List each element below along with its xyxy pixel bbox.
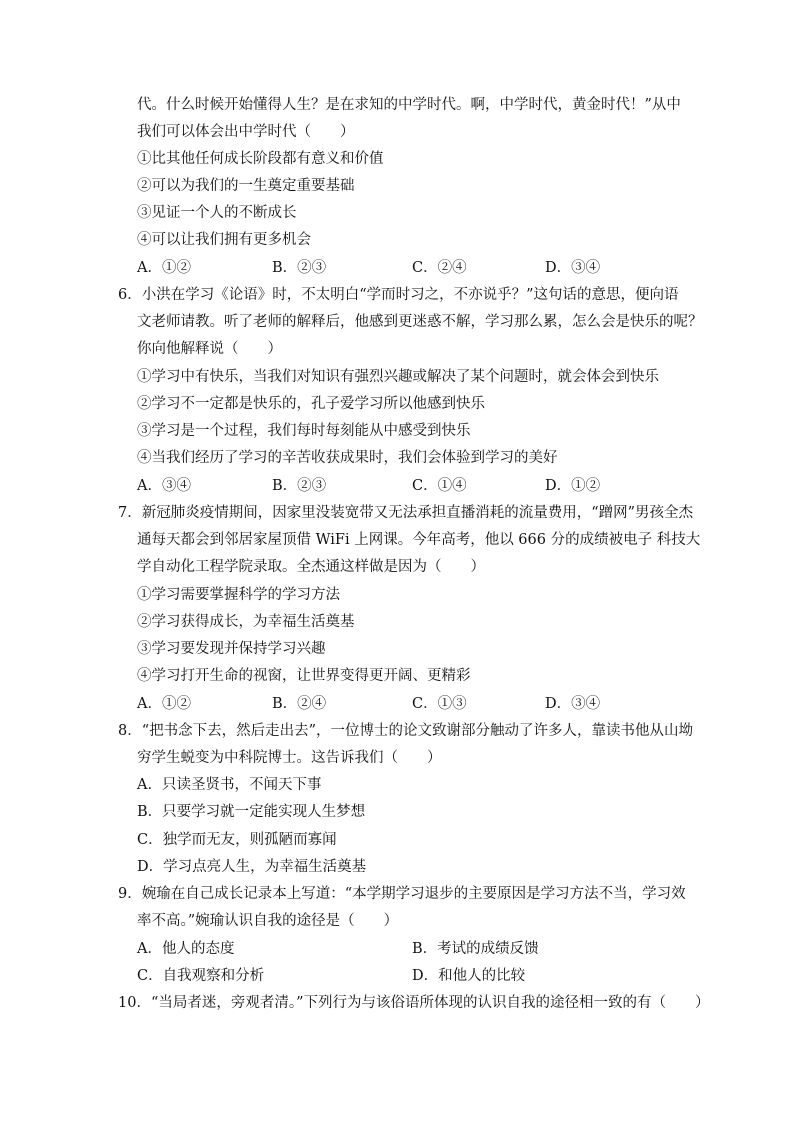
q6-stem-line-1: 6．小洪在学习《论语》时，不太明白“学而时习之，不亦说乎？”这句话的意思，便向语 [118,287,679,303]
q7-stem-line-3: 学自动化工程学院录取。全杰通这样做是因为（ ） [137,559,485,575]
q7-option-a: A．①② [137,696,191,712]
q7-statement-3: ③学习要发现并保持学习兴趣 [137,641,326,657]
q5-stem-line-2: 我们可以体会出中学时代（ ） [137,124,355,140]
q5-option-d: D．③④ [545,260,601,276]
q7-option-b: B．②④ [272,696,327,712]
q7-option-d: D．③④ [545,696,601,712]
q6-statement-4: ④当我们经历了学习的辛苦收获成果时，我们会体验到学习的美好 [137,450,558,466]
q5-statement-4: ④可以让我们拥有更多机会 [137,232,311,248]
q6-stem-line-3: 你向他解释说（ ） [137,341,282,357]
q5-statement-1: ①比其他任何成长阶段都有意义和价值 [137,151,384,167]
q6-option-b: B．②③ [272,478,327,494]
q5-statement-2: ②可以为我们的一生奠定重要基础 [137,178,355,194]
q6-option-c: C．①④ [412,478,467,494]
q6-option-d: D．①② [545,478,601,494]
q9-option-d: D．和他人的比较 [412,968,526,984]
q7-statement-1: ①学习需要掌握科学的学习方法 [137,587,340,603]
q6-statement-3: ③学习是一个过程，我们每时每刻能从中感受到快乐 [137,423,471,439]
q9-option-c: C．自我观察和分析 [137,968,265,984]
q9-stem-line-2: 率不高。”婉瑜认识自我的途径是（ ） [137,913,399,929]
q5-option-a: A．①② [137,260,191,276]
q10-stem-line-1: 10．“当局者迷，旁观者清。”下列行为与该俗语所体现的认识自我的途径相一致的有（ ） [118,995,710,1011]
q5-option-b: B．②③ [272,260,327,276]
q6-statement-1: ①学习中有快乐，当我们对知识有强烈兴趣或解决了某个问题时，就会体会到快乐 [137,369,659,385]
q7-stem-line-1: 7．新冠肺炎疫情期间，因家里没装宽带又无法承担直播消耗的流量费用，“蹭网”男孩全杰 [118,505,694,521]
q7-stem-line-2: 通每天都会到邻居家屋顶借 WiFi 上网课。今年高考，他以 666 分的成绩被电子 科技大 [137,532,701,548]
q8-option-d: D．学习点亮人生，为幸福生活奠基 [137,859,367,875]
q5-stem-line-1: 代。什么时候开始懂得人生？是在求知的中学时代。啊，中学时代，黄金时代！”从中 [137,97,681,113]
q8-stem-line-1: 8．“把书念下去，然后走出去”，一位博士的论文致谢部分触动了许多人，靠读书他从山坳 [118,723,694,739]
q9-option-b: B．考试的成绩反馈 [412,941,539,957]
q8-option-c: C．独学而无友，则孤陋而寡闻 [137,832,337,848]
q9-option-a: A．他人的态度 [137,941,235,957]
q9-stem-line-1: 9．婉瑜在自己成长记录本上写道：“本学期学习退步的主要原因是学习方法不当，学习效 [118,886,686,902]
q5-option-c: C．②④ [412,260,467,276]
q6-option-a: A．③④ [137,478,191,494]
q8-option-b: B．只要学习就一定能实现人生梦想 [137,804,366,820]
q7-option-c: C．①③ [412,696,467,712]
q5-statement-3: ③见证一个人的不断成长 [137,205,297,221]
q7-statement-4: ④学习打开生命的视窗，让世界变得更开阔、更精彩 [137,668,471,684]
q6-stem-line-2: 文老师请教。听了老师的解释后，他感到更迷惑不解，学习那么累，怎么会是快乐的呢？ [137,314,703,330]
q8-stem-line-2: 穷学生蜕变为中科院博士。这告诉我们（ ） [137,750,442,766]
q6-statement-2: ②学习不一定都是快乐的，孔子爱学习所以他感到快乐 [137,396,485,412]
q7-statement-2: ②学习获得成长，为幸福生活奠基 [137,614,355,630]
q8-option-a: A．只读圣贤书，不闻天下事 [137,777,322,793]
